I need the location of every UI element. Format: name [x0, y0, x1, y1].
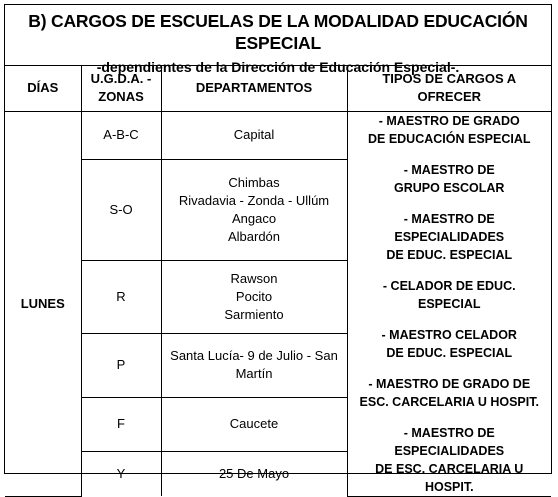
header-row	[5, 66, 551, 111]
col-header-zonas: U.G.D.A. - ZONAS	[81, 66, 161, 111]
zona-cell: R	[81, 261, 161, 333]
document-subtitle: -dependientes de la Dirección de Educación Especial-.	[96, 59, 460, 75]
document-frame	[4, 4, 552, 494]
departamento: Chimbas	[228, 175, 280, 191]
departamento: 25 De Mayo	[218, 465, 290, 481]
cargos-cell	[347, 111, 551, 496]
departamentos-cell	[161, 397, 347, 451]
day-cell: LUNES	[5, 111, 81, 496]
document-header	[5, 5, 551, 75]
zona-cell: A-B-C	[81, 111, 161, 160]
cargo-item: - CELADOR DE EDUC. ESPECIAL	[382, 278, 516, 311]
zona-cell: P	[81, 333, 161, 397]
col-header-dias: DÍAS	[5, 66, 81, 111]
departamento: Albardón	[227, 229, 281, 245]
zona-cell: F	[81, 397, 161, 451]
departamentos-cell	[161, 333, 347, 397]
document-title: B) CARGOS DE ESCUELAS DE LA MODALIDAD EDUCACIÓN ESPECIAL	[28, 11, 528, 53]
departamento: Martín	[235, 366, 273, 382]
table-row	[5, 111, 551, 160]
departamento: Angaco	[231, 211, 277, 227]
cargo-item: - MAESTRO CELADOR DE EDUC. ESPECIAL	[381, 327, 517, 360]
cargo-item: - MAESTRO DE GRUPO ESCOLAR	[394, 162, 505, 195]
departamento: Santa Lucía- 9 de Julio - San	[170, 348, 338, 364]
departamento: Capital	[233, 127, 275, 143]
departamentos-cell	[161, 451, 347, 496]
departamentos-cell	[161, 111, 347, 160]
departamento: Rawson	[230, 271, 278, 287]
cargo-item: - MAESTRO DE ESPECIALIDADES DE ESC. CARCELARIA U HOSPIT.	[375, 425, 524, 494]
departamentos-cell	[161, 160, 347, 261]
departamento: Caucete	[229, 416, 279, 432]
col-header-departamentos: DEPARTAMENTOS	[161, 66, 347, 111]
zona-cell: S-O	[81, 160, 161, 261]
zona-cell: Y	[81, 451, 161, 496]
departamentos-cell	[161, 261, 347, 333]
departamento: Rivadavia - Zonda - Ullúm	[178, 193, 330, 209]
departamento: Pocito	[235, 289, 273, 305]
col-header-cargos: TIPOS DE CARGOS A OFRECER	[347, 66, 551, 111]
departamento: Sarmiento	[224, 307, 284, 323]
cargo-item: - MAESTRO DE GRADO DE EDUCACIÓN ESPECIAL	[367, 113, 531, 146]
cargos-table	[5, 66, 551, 497]
cargo-item: - MAESTRO DE ESPECIALIDADES DE EDUC. ESPECIAL	[386, 211, 513, 262]
cargo-item: - MAESTRO DE GRADO DE ESC. CARCELARIA U HOSPIT.	[359, 376, 539, 409]
